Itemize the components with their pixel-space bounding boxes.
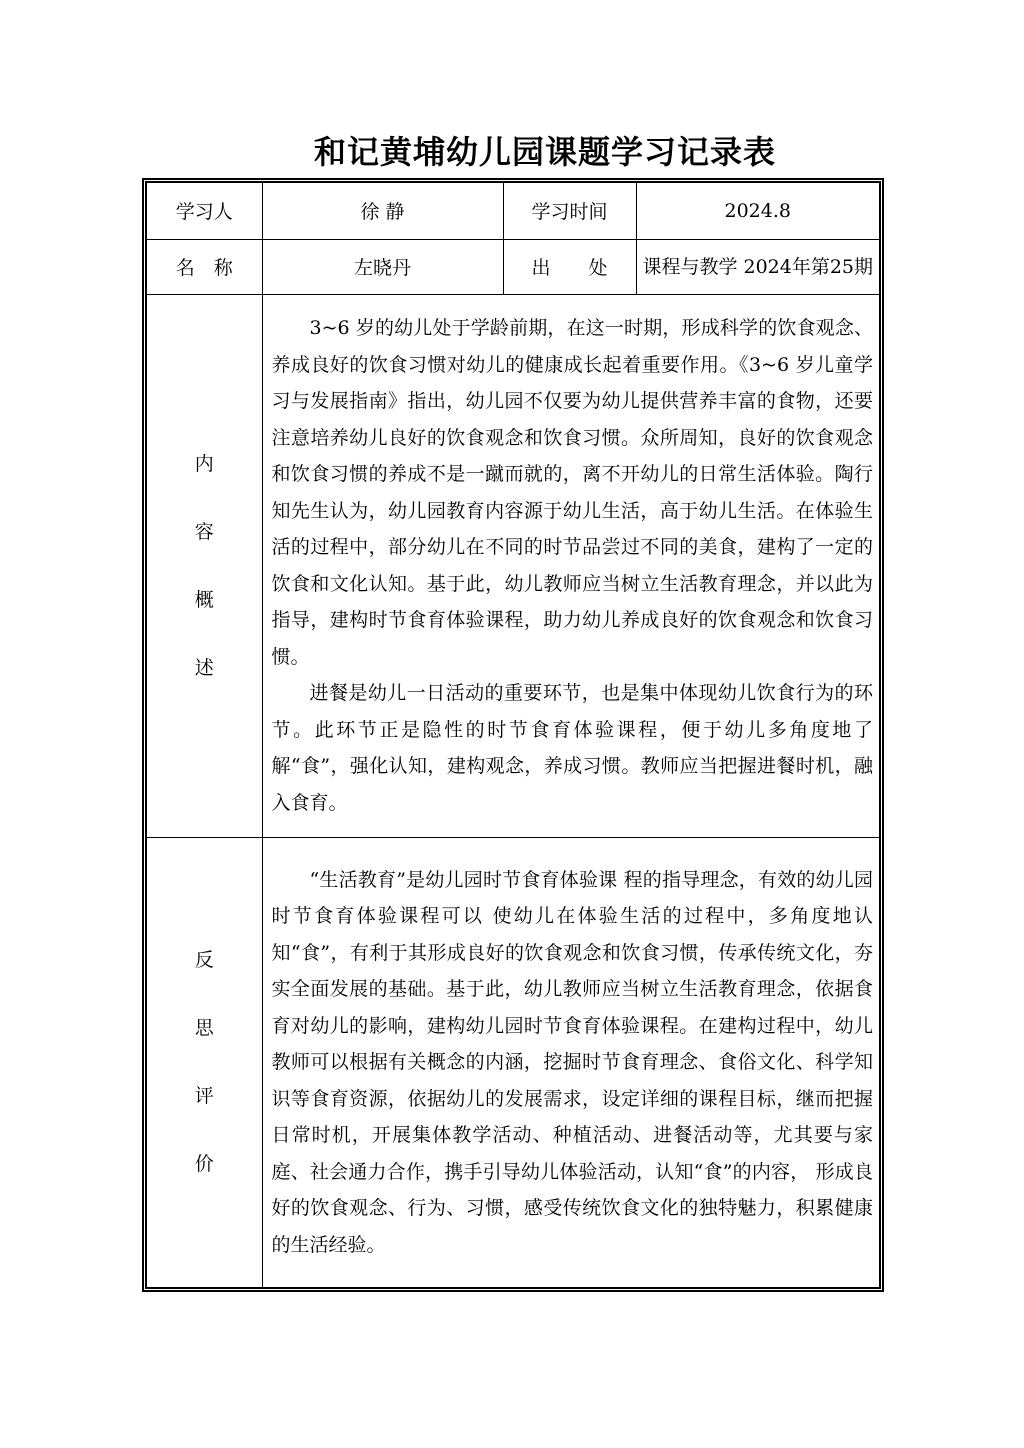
- page-title: 和记黄埔幼儿园课题学习记录表: [313, 133, 776, 171]
- header-row-1: [147, 183, 879, 239]
- content-paragraph: 进餐是幼儿一日活动的重要环节，也是集中体现幼儿饮食行为的环节。此环节正是隐性的时节食育体验课程，便于幼儿多角度地了解“食”，强化认知，建构观念，养成习惯。教师应当把握进餐时机，融入食育。: [271, 682, 873, 814]
- content-label-char: 容: [194, 520, 214, 543]
- reflection-paragraph: “生活教育”是幼儿园时节食育体验课 程的指导理念，有效的幼儿园时节食育体验课程可以 使幼儿在体验生活的过程中，多角度地认知“食”，有利于其形成良好的饮食观念和饮食习惯，传承传统文化，夯实全面发展的基础。基于此，幼儿教师应当树立生活教育理念，依据食育对幼儿的影响，建构幼儿园时节食育体验课程。在建构过程中，幼儿教师可以根据有关概念的内涵，挖掘时节食育理念、食俗文化、科学知识等食育资源，依据幼儿的发展需求，设定详细的课程目标，继而把握日常时机，开展集体教学活动、种植活动、进餐活动等，尤其要与家庭、社会通力合作，携手引导幼儿体验活动，认知“食”的内容， 形成良好的饮食观念、行为、习惯，感受传统饮食文化的独特魅力，积累健康的生活经验。: [271, 868, 873, 1256]
- record-table: [147, 183, 879, 1287]
- content-label-char: 述: [194, 656, 214, 679]
- record-table-frame: [142, 178, 884, 1292]
- name-value: 左晓丹: [262, 239, 503, 294]
- content-label: [147, 294, 262, 837]
- reflection-label-char: 价: [194, 1153, 214, 1176]
- reflection-label-char: 评: [194, 1085, 214, 1108]
- reflection-label-char: 反: [194, 949, 214, 972]
- source-label: 出 处: [503, 239, 636, 294]
- reflection-row: [147, 837, 879, 1287]
- name-label: 名 称: [147, 239, 262, 294]
- reflection-label-char: 思: [194, 1017, 214, 1040]
- content-label-char: 内: [194, 452, 214, 475]
- header-row-2: [147, 239, 879, 294]
- reflection-cell: [262, 837, 879, 1287]
- learner-label: 学习人: [147, 183, 262, 239]
- source-value: 课程与教学 2024年第25期: [636, 239, 879, 294]
- learner-value: 徐 静: [262, 183, 503, 239]
- content-summary-cell: [262, 294, 879, 837]
- time-label: 学习时间: [503, 183, 636, 239]
- content-label-char: 概: [194, 588, 214, 611]
- content-row: [147, 294, 879, 837]
- time-value: 2024.8: [636, 183, 879, 239]
- reflection-label: [147, 837, 262, 1287]
- content-paragraph: 3~6 岁的幼儿处于学龄前期，在这一时期，形成科学的饮食观念、养成良好的饮食习惯对幼儿的健康成长起着重要作用。《3~6 岁儿童学习与发展指南》指出，幼儿园不仅要为幼儿提供营养丰富的食物，还要注意培养幼儿良好的饮食观念和饮食习惯。众所周知，良好的饮食观念和饮食习惯的养成不是一蹴而就的，离不开幼儿的日常生活体验。陶行知先生认为，幼儿园教育内容源于幼儿生活，高于幼儿生活。在体验生活的过程中，部分幼儿在不同的时节品尝过不同的美食，建构了一定的饮食和文化认知。基于此，幼儿教师应当树立生活教育理念，并以此为指导，建构时节食育体验课程，助力幼儿养成良好的饮食观念和饮食习惯。: [271, 317, 873, 668]
